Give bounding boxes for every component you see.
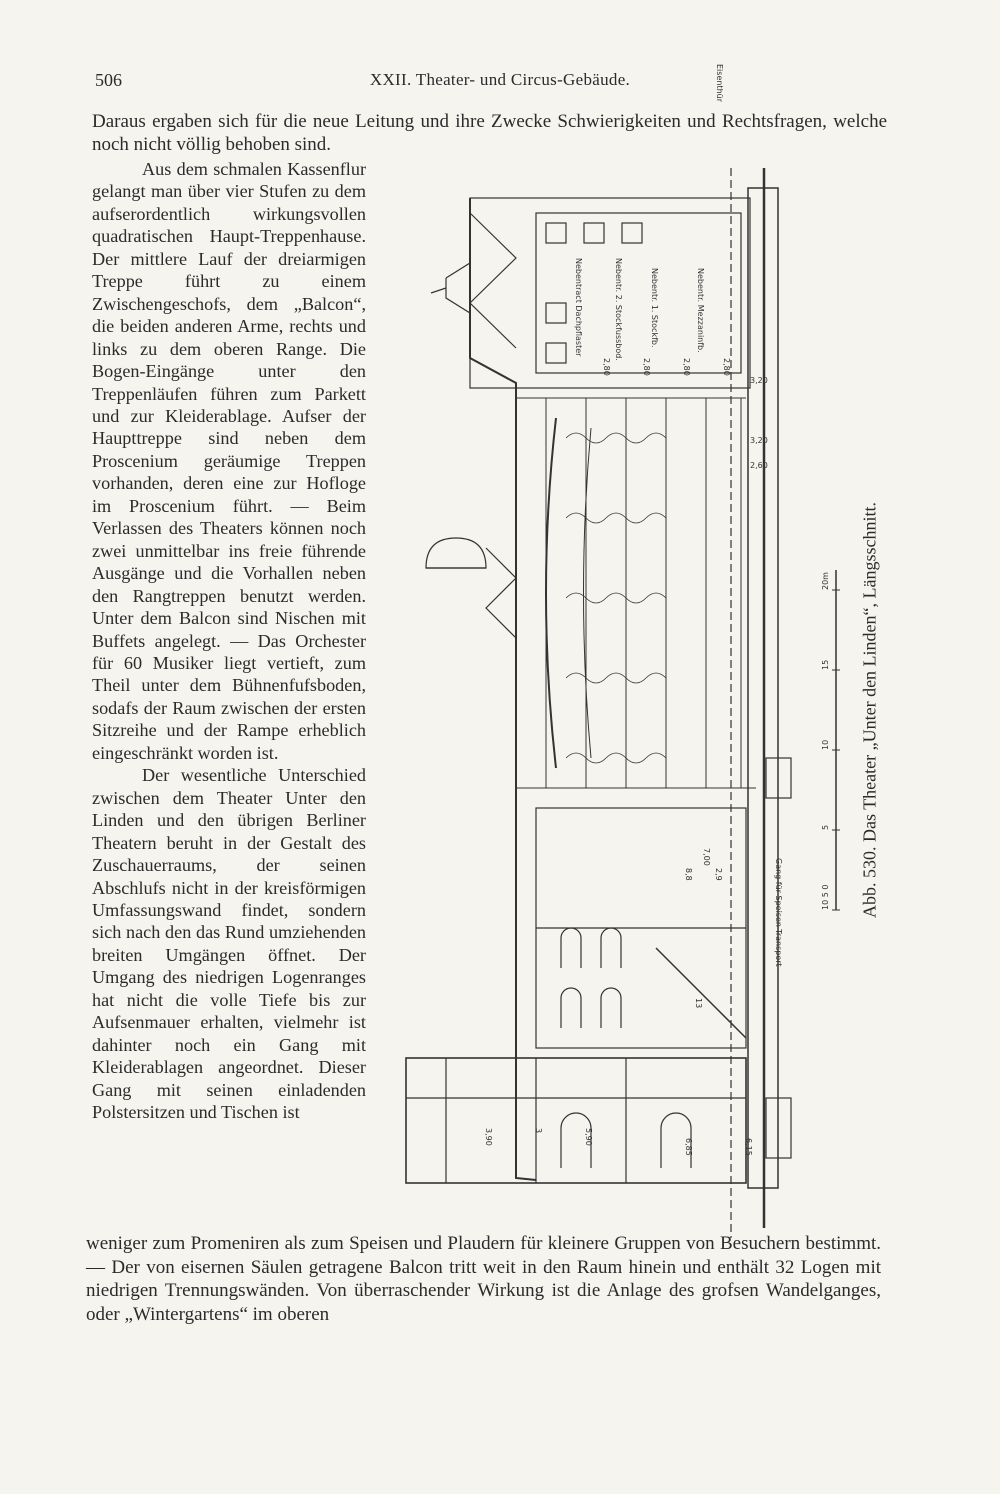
entrance-block — [406, 1058, 746, 1183]
dim-3: 2,80 — [682, 358, 691, 376]
scale-label-3: 15 — [821, 659, 830, 670]
dim-6: 3,20 — [750, 436, 768, 445]
label-nebentr-mezz: Nebentr. Mezzaninfb. — [696, 268, 705, 353]
intro-paragraph — [92, 110, 887, 156]
dim-16: 3 — [534, 1128, 543, 1134]
paragraph-auditorium: Der wesentliche Unterschied zwischen dem Theater Unter den Linden und den übrigen Berliner Theatern beruht in der Gestalt des Zuschauerraums, der seinen Abschlufs nicht in der kreisförmigen Umfassungswand findet, sondern sich nach den das Rund umziehenden breiten Umgängen öffnet. Der Umgang des niedrigen Logenranges hat nicht die volle Tiefe bis zur Aufsenmauer erhalten, vielmehr ist dahinter noch ein Gang mit Kleiderablagen angeordnet. Dieser Gang mit seinen einladenden Polstersitzen und Tischen ist — [92, 765, 366, 1123]
label-nebentr-dachpflaster: Nebentract Dachpflaster — [574, 258, 583, 357]
label-gang-speisen: Gang für Speisen-Transport — [774, 858, 783, 967]
page-number: 506 — [95, 70, 122, 90]
dim-13: 5,90 — [584, 1128, 593, 1146]
label-nebentr-1: Nebentr. 1. Stockfb. — [650, 268, 659, 348]
dim-4: 2,80 — [722, 358, 731, 376]
dim-7: 2,60 — [750, 461, 768, 470]
label-nebentr-2: Nebentr. 2. Stockfussbod. — [614, 258, 623, 361]
figure-caption-wrap — [852, 470, 888, 950]
dim-12: 3,90 — [484, 1128, 493, 1146]
dim-8: 7,00 — [702, 848, 711, 866]
dim-11: 13 — [694, 998, 703, 1009]
dim-5: 3,20 — [750, 376, 768, 385]
text-column — [92, 158, 366, 1123]
dim-9: 8,8 — [684, 868, 693, 881]
dim-2: 2,80 — [642, 358, 651, 376]
figure-caption: Abb. 530. Das Theater „Unter den Linden“, Längsschnitt. — [859, 501, 880, 919]
scale-label-4: 20m — [821, 572, 830, 590]
label-eisenthuer: Eisenthür — [715, 64, 724, 103]
dim-1: 2,80 — [602, 358, 611, 376]
dim-10: 2,9 — [714, 868, 723, 881]
scale-label-1: 5 — [821, 824, 830, 830]
scale-label-2: 10 — [821, 739, 830, 750]
dim-14: 6,85 — [684, 1138, 693, 1156]
dim-15: 6,15 — [744, 1138, 753, 1156]
bottom-paragraph — [86, 1232, 881, 1326]
paragraph-staircase: Aus dem schmalen Kassenflur gelangt man über vier Stufen zu dem aufserordentlich wirkungsvollen quadratischen Haupt-Treppenhause. Der mittlere Lauf der dreiarmigen Treppe führt zu einem Zwischengeschofs, dem „Balcon“, die beiden anderen Arme, rechts und links zu dem oberen Range. Die Bogen-Eingänge unter den Treppenläufen führen zum Parkett und zur Kleiderablage. Aufser der Haupttreppe sind neben dem Proscenium geräumige Treppen vorhanden, deren eine zur Hofloge im Proscenium führt. — Beim Verlassen des Theaters können noch zwei unmittelbar ins freie führende Ausgänge und die Vorhallen neben den Rangtreppen benutzt werden. Unter dem Balcon sind Nischen mit Buffets angelegt. — Das Orchester für 60 Musiker liegt vertieft, zum Theil unter dem Bühnenfufsboden, sodafs der Raum zwischen der ersten Sitzreihe und der Rampe erheblich eingeschränkt worden ist. — [92, 159, 366, 763]
scale-label-0: 10 5 0 — [821, 884, 830, 910]
running-head: XXII. Theater- und Circus-Gebäude. — [369, 70, 631, 89]
scale-bar — [818, 560, 842, 920]
bottom-text: weniger zum Promeniren als zum Speisen und Plaudern für kleinere Gruppen von Besuchern bestimmt. — Der von eisernen Säulen getragene Balcon tritt weit in den Raum hinein und enthält 32 Logen mit niedrigen Trennungswänden. Von überraschender Wirkung ist die Anlage des grofsen Wandelganges, oder „Wintergartens“ im oberen — [86, 1233, 881, 1325]
cupola — [426, 538, 486, 568]
intro-text: Daraus ergaben sich für die neue Leitung und ihre Zwecke Schwierigkeiten und Rechtsfragen, welche noch nicht völlig behoben sind. — [92, 111, 887, 155]
